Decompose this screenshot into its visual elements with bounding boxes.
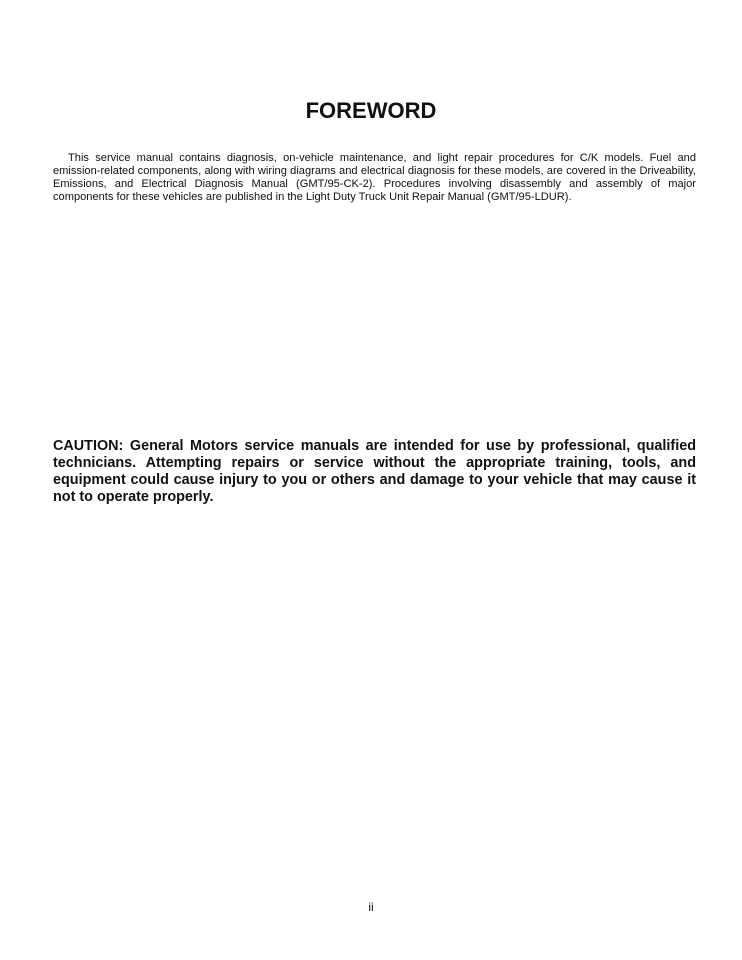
caution-notice: CAUTION: General Motors service manuals are intended for use by professional, qualified technicians. Attempting repairs or service without the appropriate training, tools, and equipment could cause injury to you or others and damage to your vehicle that may cause it not to operate properly. [53,438,696,505]
intro-paragraph: This service manual contains diagnosis, on-vehicle maintenance, and light repair procedures for C/K models. Fuel and emission-related components, along with wiring diagrams and electrical diagnosis for these models, are covered in the Driveability, Emissions, and Electrical Diagnosis Manual (GMT/95-CK-2). Procedures involving disassembly and assembly of major components for these vehicles are published in the Light Duty Truck Unit Repair Manual (GMT/95-LDUR). [53,152,696,203]
page-number: ii [368,900,374,914]
page-title: FOREWORD [305,98,437,123]
